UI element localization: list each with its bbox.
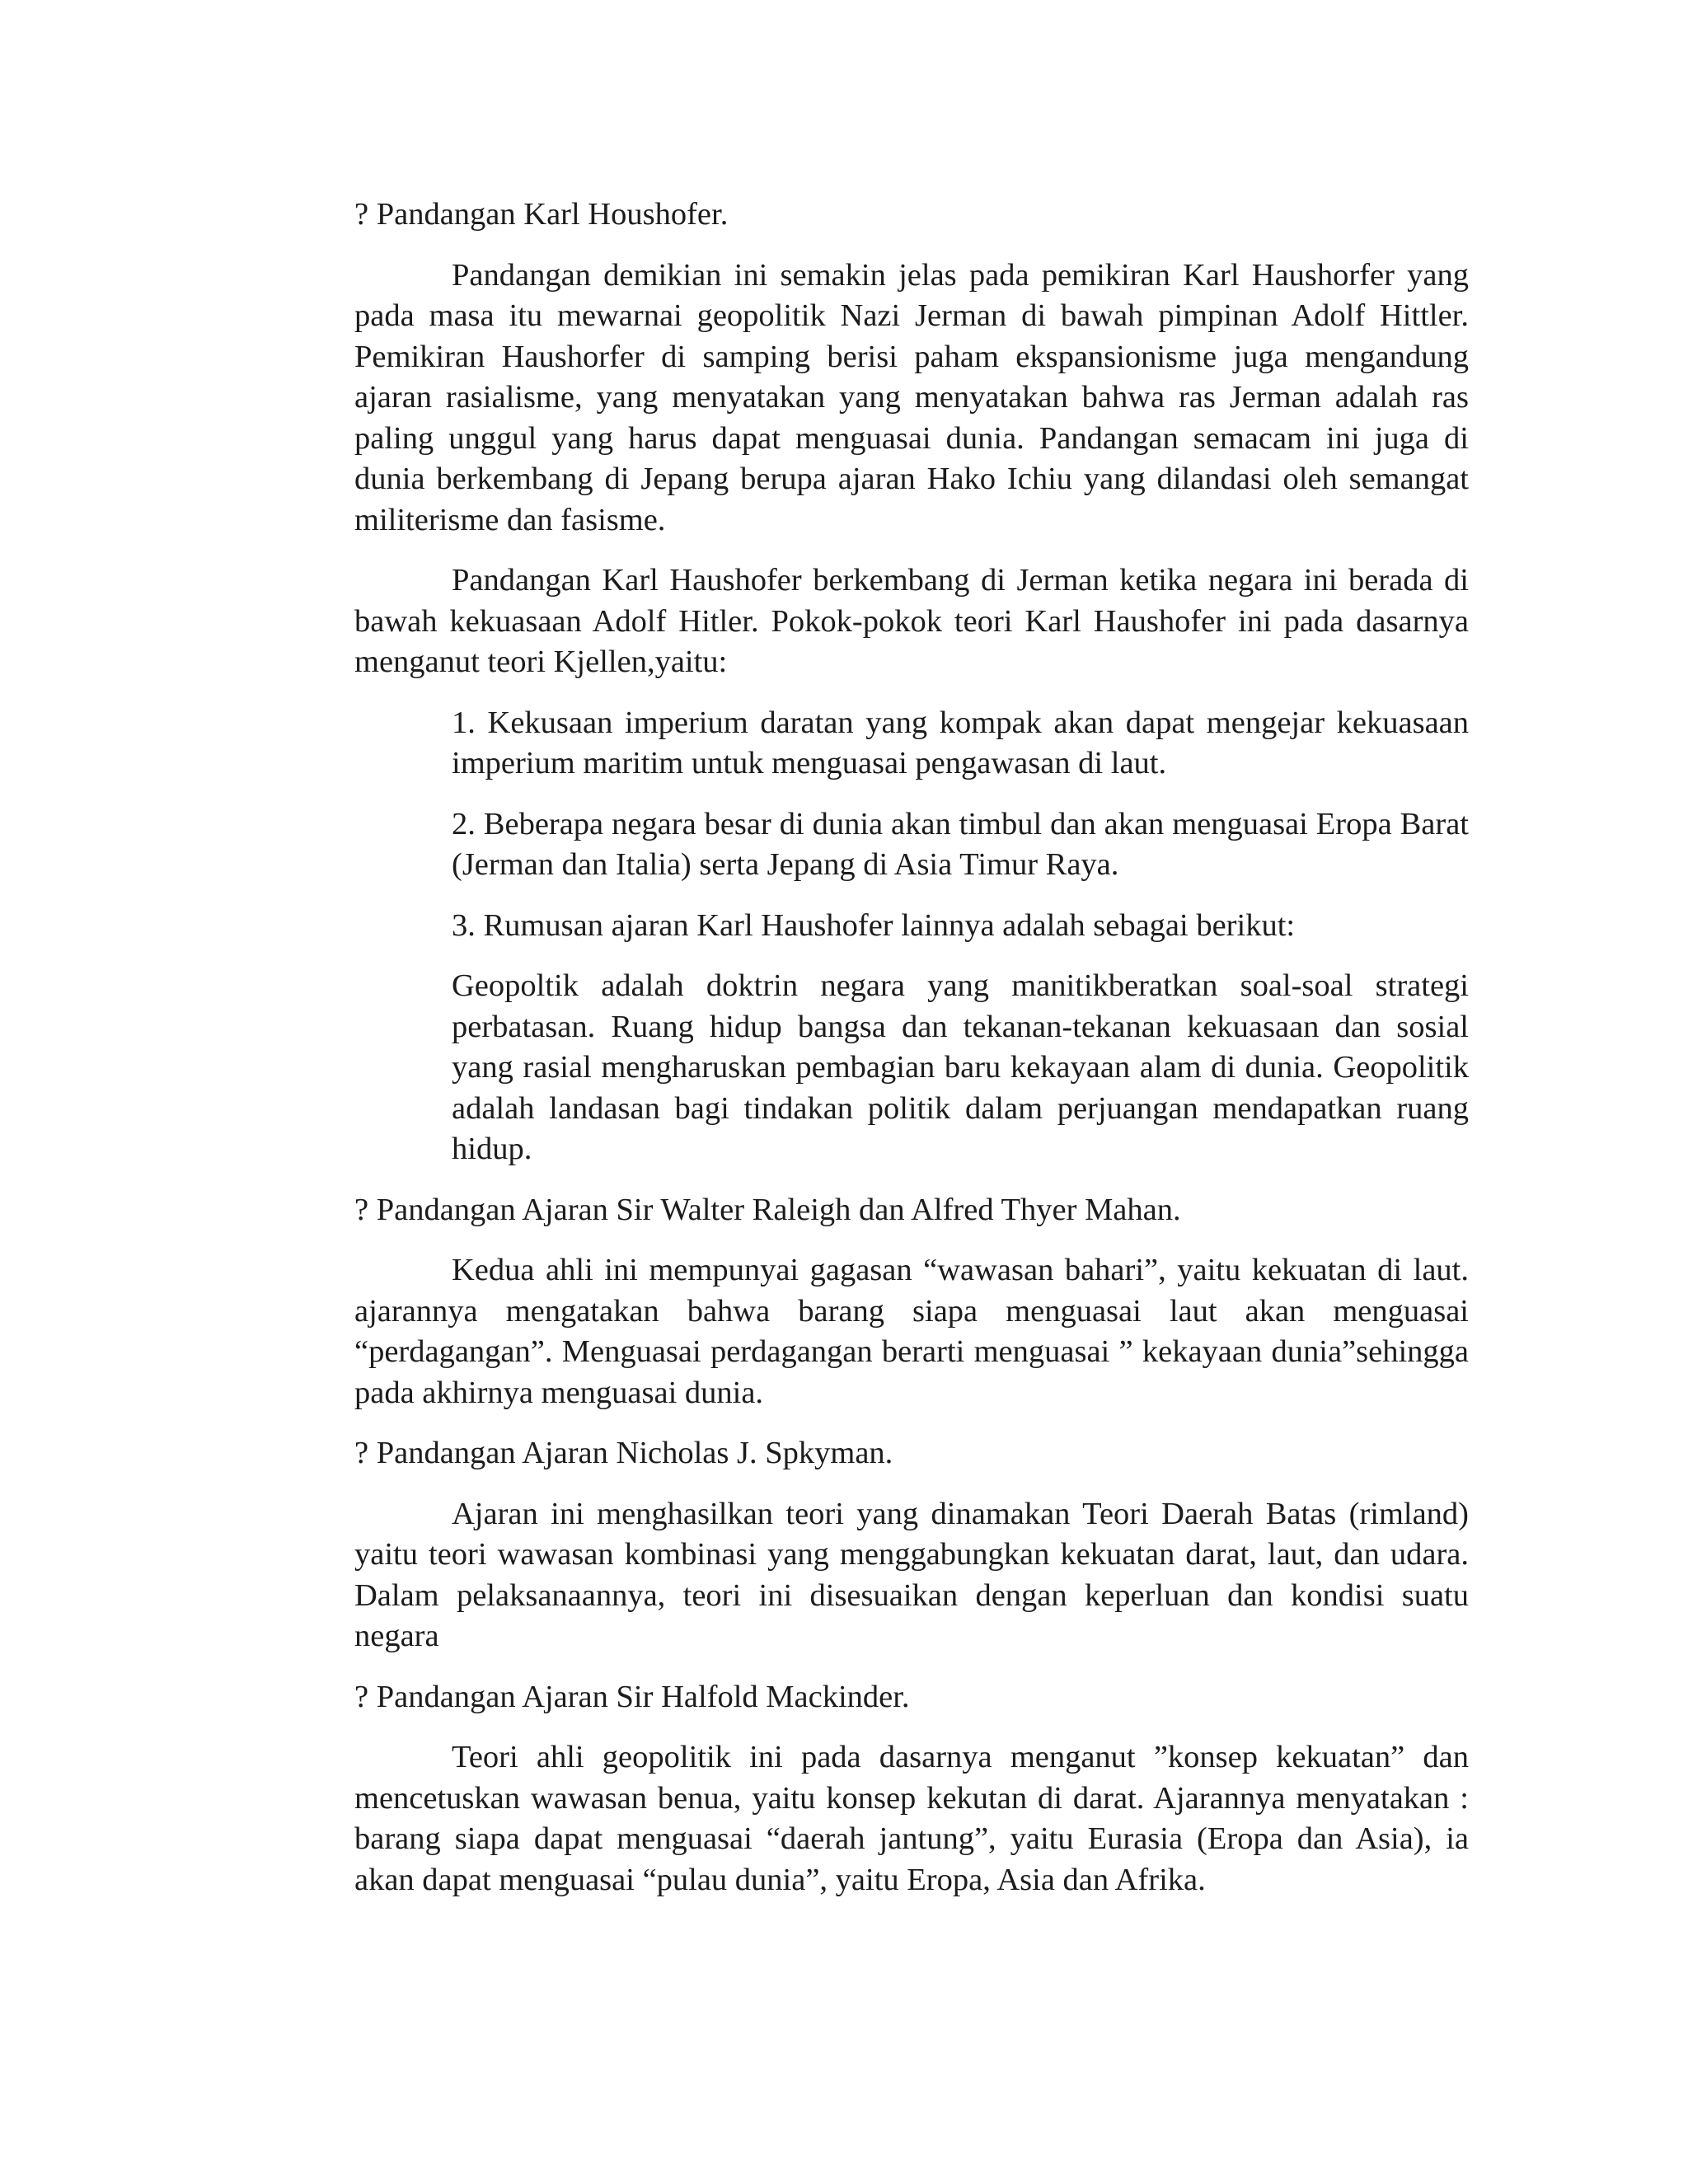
paragraph: Kedua ahli ini mempunyai gagasan “wawasan bahari”, yaitu kekuatan di laut. ajarannya mengatakan bahwa barang siapa menguasai laut akan menguasai “perdagangan”. Menguasai perdagangan berarti menguasai ” kekayaan dunia”sehingga pada akhirnya menguasai dunia. [354,1253,1469,1410]
list-item: 2. Beberapa negara besar di dunia akan timbul dan akan menguasai Eropa Barat (Jerman dan Italia) serta Jepang di Asia Timur Raya. [452,806,1469,882]
section-mackinder [354,1677,1469,1901]
paragraph: Teori ahli geopolitik ini pada dasarnya menganut ”konsep kekuatan” dan mencetuskan wawasan benua, yaitu konsep kekutan di darat. Ajarannya menyatakan : barang siapa dapat menguasai “daerah jantung”, yaitu Eurasia (Eropa dan Asia), ia akan dapat menguasai “pulau dunia”, yaitu Eropa, Asia dan Afrika. [354,1740,1469,1897]
section-heading: ? Pandangan Ajaran Sir Walter Raleigh dan Alfred Thyer Mahan. [354,1192,1181,1227]
section-heading: ? Pandangan Karl Houshofer. [354,197,729,232]
paragraph: Ajaran ini menghasilkan teori yang dinamakan Teori Daerah Batas (rimland) yaitu teori wawasan kombinasi yang menggabungkan kekuatan darat, laut, dan udara. Dalam pelaksanaannya, teori ini disesuaikan dengan keperluan dan kondisi suatu negara [354,1496,1469,1653]
paragraph: Pandangan Karl Haushofer berkembang di Jerman ketika negara ini berada di bawah kekuasaan Adolf Hitler. Pokok-pokok teori Karl Haushofer ini pada dasarnya menganut teori Kjellen,yaitu: [354,563,1469,679]
list-item: 3. Rumusan ajaran Karl Haushofer lainnya adalah sebagai berikut: [452,907,1296,943]
indented-paragraph: Geopoltik adalah doktrin negara yang manitikberatkan soal-soal strategi perbatasan. Ruang hidup bangsa dan tekanan-tekanan kekuasaan dan sosial yang rasial mengharuskan pembagian baru kekayaan alam di dunia. Geopolitik adalah landasan bagi tindakan politik dalam perjuangan mendapatkan ruang hidup. [452,968,1469,1166]
list-item: 1. Kekusaan imperium daratan yang kompak akan dapat mengejar kekuasaan imperium maritim untuk menguasai pengawasan di laut. [452,705,1469,780]
section-heading: ? Pandangan Ajaran Nicholas J. Spkyman. [354,1436,893,1470]
paragraph: Pandangan demikian ini semakin jelas pada pemikiran Karl Haushorfer yang pada masa itu mewarnai geopolitik Nazi Jerman di bawah pimpinan Adolf Hittler. Pemikiran Haushorfer di samping berisi paham ekspansionisme juga mengandung ajaran rasialisme, yang menyatakan yang menyatakan bahwa ras Jerman adalah ras paling unggul yang harus dapat menguasai dunia. Pandangan semacam ini juga di dunia berkembang di Jepang berupa ajaran Hako Ichiu yang dilandasi oleh semangat militerisme dan fasisme. [354,257,1469,537]
section-haushofer [354,194,1469,1170]
document-page [354,194,1469,1920]
section-heading: ? Pandangan Ajaran Sir Halfold Mackinder. [354,1679,910,1714]
section-spykman [354,1433,1469,1657]
section-raleigh-mahan [354,1190,1469,1414]
